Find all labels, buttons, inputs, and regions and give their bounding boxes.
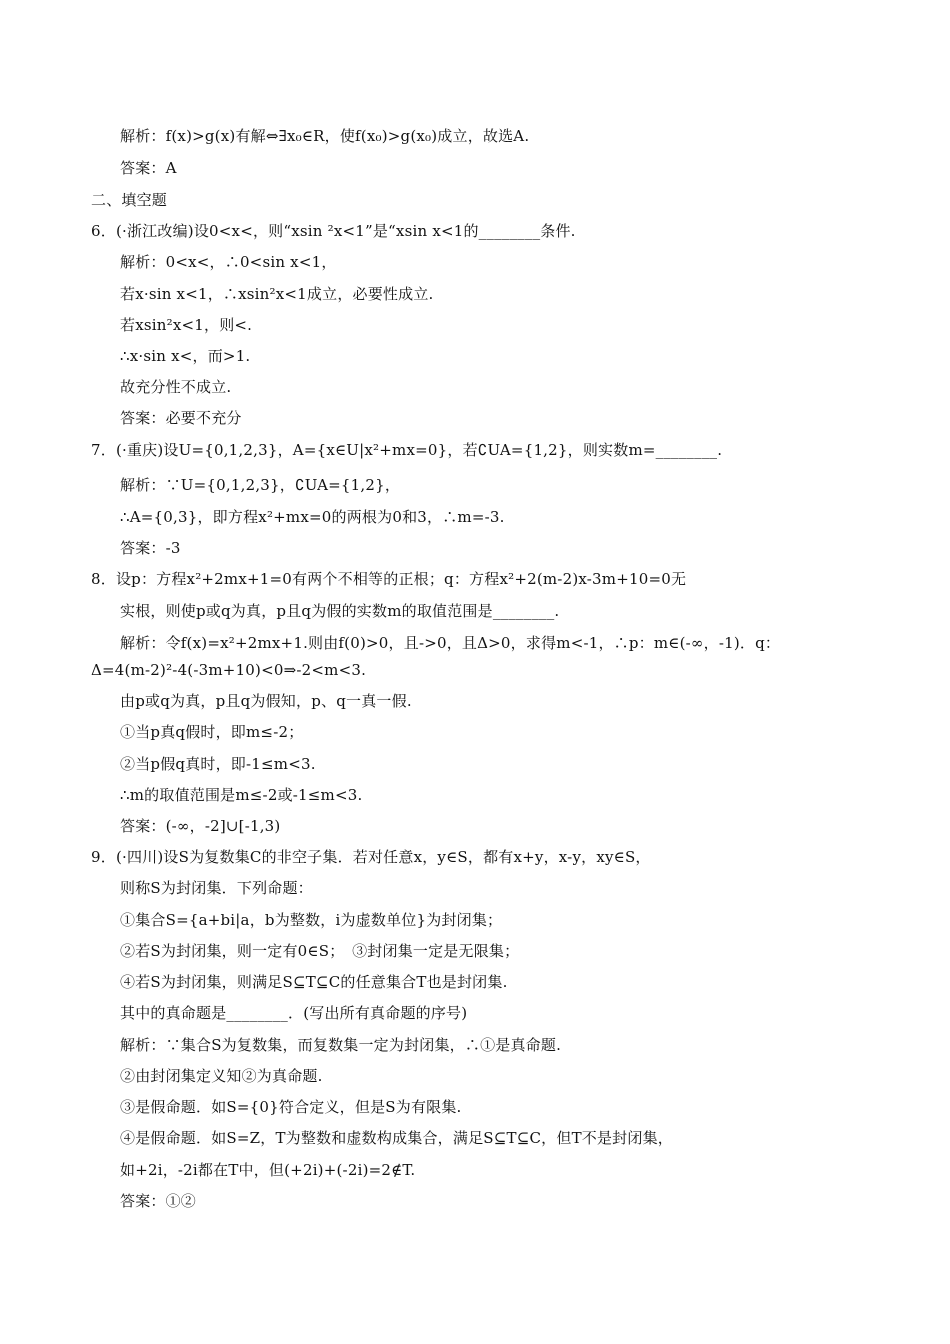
q9-analysis-5: 如+2i，-2i都在T中，但(+2i)+(-2i)=2∉T. [120,1161,416,1179]
q9-analysis-3: ③是假命题．如S={0}符合定义，但是S为有限集. [120,1098,462,1116]
q5-answer: 答案：A [120,159,177,177]
q8-analysis-1: 解析：令f(x)=x²+2mx+1.则由f(0)>0，且->0，且Δ>0，求得m<-1，∴p：m∈(-∞，-1)．q： [120,634,781,652]
q9-question-1: 9．(·四川)设S为复数集C的非空子集．若对任意x，y∈S，都有x+y，x-y，xy∈S， [91,848,651,866]
q6-analysis-2: 若x·sin x<1，∴xsin²x<1成立，必要性成立. [120,285,434,303]
q6-analysis-3: 若xsin²x<1，则<. [120,316,253,334]
q9-analysis-2: ②由封闭集定义知②为真命题. [120,1067,323,1085]
q8-question-1: 8．设p：方程x²+2mx+1=0有两个不相等的正根；q：方程x²+2(m-2)x-3m+10=0无 [91,570,687,588]
q7-analysis-1: 解析：∵U={0,1,2,3}，∁UA={1,2}， [120,476,401,494]
q8-analysis-2: Δ=4(m-2)²-4(-3m+10)<0⇒-2<m<3. [91,661,367,679]
q8-question-2: 实根，则使p或q为真，p且q为假的实数m的取值范围是________. [120,602,560,620]
q7-analysis-2: ∴A={0,3}，即方程x²+mx=0的两根为0和3，∴m=-3. [120,508,505,526]
q9-analysis-4: ④是假命题．如S=Z，T为整数和虚数构成集合，满足S⊆T⊆C，但T不是封闭集， [120,1129,673,1147]
q6-question: 6．(·浙江改编)设0<x<，则“xsin ²x<1”是“xsin x<1的________条件. [91,222,576,240]
q8-answer: 答案：(-∞，-2]∪[-1,3) [120,817,281,835]
q7-question: 7．(·重庆)设U={0,1,2,3}，A={x∈U|x²+mx=0}，若∁UA={1,2}，则实数m=________. [91,441,723,459]
q8-analysis-6: ∴m的取值范围是m≤-2或-1≤m<3. [120,786,363,804]
q9-proposition-4: ④若S为封闭集，则满足S⊆T⊆C的任意集合T也是封闭集. [120,973,508,991]
q6-analysis-5: 故充分性不成立. [120,378,232,396]
q9-question-2: 则称S为封闭集．下列命题： [120,879,313,897]
section-heading-fill-in: 二、填空题 [91,191,168,209]
q9-analysis-1: 解析：∵集合S为复数集，而复数集一定为封闭集，∴①是真命题. [120,1036,562,1054]
q8-analysis-4: ①当p真q假时，即m≤-2； [120,723,304,741]
q5-analysis: 解析：f(x)>g(x)有解⇔∃x₀∈R，使f(x₀)>g(x₀)成立，故选A. [120,127,530,145]
q9-answer: 答案：①② [120,1192,197,1210]
q6-analysis-4: ∴x·sin x<，而>1. [120,347,251,365]
q9-proposition-2-3: ②若S为封闭集，则一定有0∈S； ③封闭集一定是无限集； [120,942,520,960]
q8-analysis-3: 由p或q为真，p且q为假知，p、q一真一假. [120,692,412,710]
q6-analysis-1: 解析：0<x<，∴0<sin x<1， [120,253,337,271]
q9-prompt: 其中的真命题是________．(写出所有真命题的序号) [120,1004,468,1022]
q7-answer: 答案：-3 [120,539,181,557]
q6-answer: 答案：必要不充分 [120,409,242,427]
q8-analysis-5: ②当p假q真时，即-1≤m<3. [120,755,316,773]
q9-proposition-1: ①集合S={a+bi|a，b为整数，i为虚数单位}为封闭集； [120,911,503,929]
